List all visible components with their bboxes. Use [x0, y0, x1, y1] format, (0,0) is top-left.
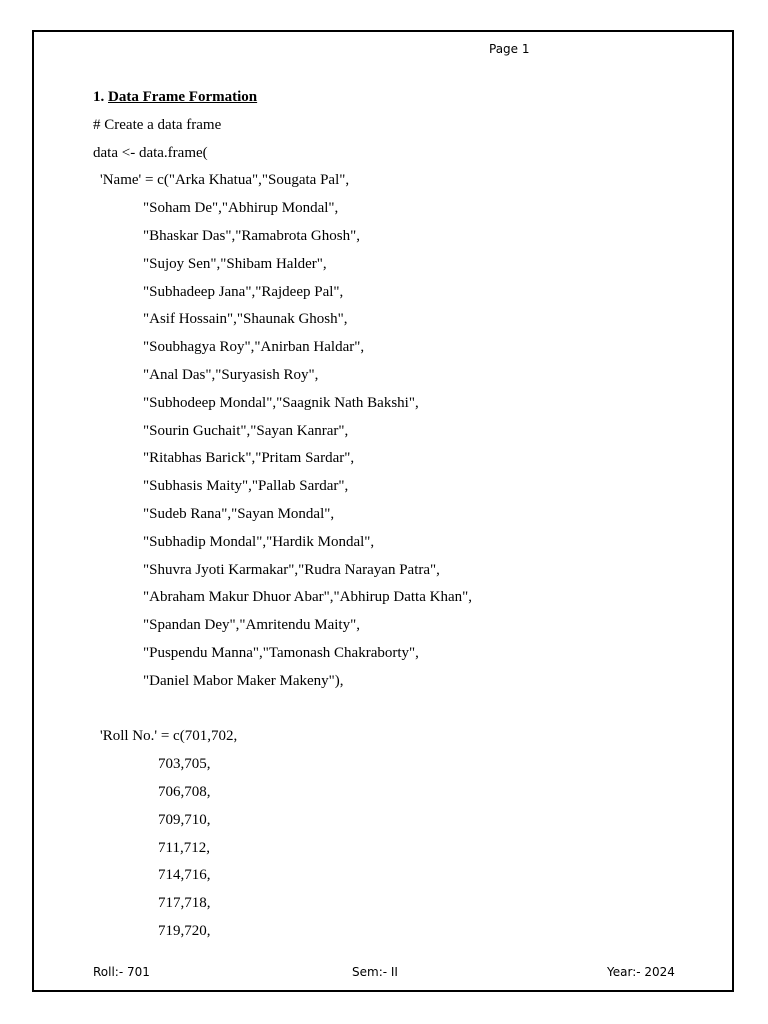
section-title: Data Frame Formation [108, 89, 258, 105]
code-roll-line: 709,710, [158, 811, 211, 828]
code-name-line: "Soham De","Abhirup Mondal", [143, 200, 339, 217]
section-number: 1. [93, 89, 105, 105]
code-name-line: "Subhadeep Jana","Rajdeep Pal", [143, 283, 344, 300]
code-roll-line: 706,708, [158, 783, 211, 800]
code-name-line: "Subhasis Maity","Pallab Sardar", [143, 478, 349, 495]
code-roll-line: 711,712, [158, 839, 210, 856]
code-name-line: "Anal Das","Suryasish Roy", [143, 366, 319, 383]
section-heading [93, 84, 713, 112]
code-roll-line: 719,720, [158, 922, 211, 939]
code-name-line: "Sujoy Sen","Shibam Halder", [143, 255, 327, 272]
code-roll-line: 703,705, [158, 756, 211, 773]
code-name-line: "Abraham Makur Dhuor Abar","Abhirup Datta Khan", [143, 589, 472, 606]
code-name-line: "Shuvra Jyoti Karmakar","Rudra Narayan Patra", [143, 561, 440, 578]
code-name-line: "Asif Hossain","Shaunak Ghosh", [143, 311, 348, 328]
code-name-line: "Spandan Dey","Amritendu Maity", [143, 617, 360, 634]
code-roll-line: 714,716, [158, 867, 211, 884]
code-name-line: "Daniel Mabor Maker Makeny"), [143, 672, 344, 689]
code-roll-line: 717,718, [158, 895, 211, 912]
code-name-start: 'Name' = c("Arka Khatua","Sougata Pal", [100, 172, 350, 189]
code-name-line [93, 696, 713, 724]
code-comment: # Create a data frame [93, 116, 222, 133]
code-name-line: "Subhadip Mondal","Hardik Mondal", [143, 533, 375, 550]
footer-semester: Sem:- II [352, 965, 398, 979]
page-number: Page 1 [489, 42, 530, 56]
document-content [93, 84, 713, 946]
footer-roll: Roll:- 701 [93, 965, 150, 979]
code-name-line: "Bhaskar Das","Ramabrota Ghosh", [143, 227, 360, 244]
code-dataframe-open: data <- data.frame( [93, 144, 208, 161]
code-roll-start: 'Roll No.' = c(701,702, [100, 728, 238, 745]
code-name-line: "Puspendu Manna","Tamonash Chakraborty", [143, 644, 419, 661]
footer-year: Year:- 2024 [607, 965, 675, 979]
code-name-line: "Soubhagya Roy","Anirban Haldar", [143, 339, 365, 356]
code-name-line: "Subhodeep Mondal","Saagnik Nath Bakshi", [143, 394, 419, 411]
code-name-line: "Sourin Guchait","Sayan Kanrar", [143, 422, 349, 439]
code-name-line: "Ritabhas Barick","Pritam Sardar", [143, 450, 355, 467]
code-name-line: "Sudeb Rana","Sayan Mondal", [143, 505, 335, 522]
